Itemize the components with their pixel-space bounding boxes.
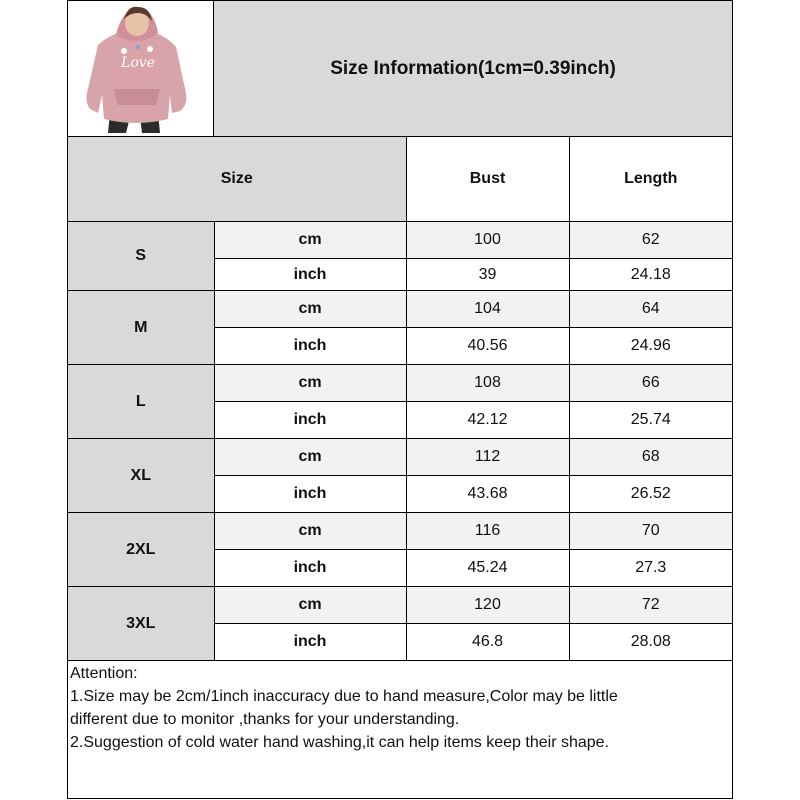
bust-value: 120	[406, 587, 569, 624]
length-value: 25.74	[569, 402, 732, 439]
length-value: 28.08	[569, 624, 732, 661]
bust-value: 104	[406, 291, 569, 328]
length-value: 72	[569, 587, 732, 624]
unit-label: cm	[214, 291, 406, 328]
length-value: 27.3	[569, 550, 732, 587]
length-value: 66	[569, 365, 732, 402]
table-row	[68, 439, 732, 476]
size-label: S	[68, 222, 214, 291]
unit-label: cm	[214, 365, 406, 402]
unit-label: inch	[214, 402, 406, 439]
size-label: L	[68, 365, 214, 439]
bust-value: 46.8	[406, 624, 569, 661]
size-label: XL	[68, 439, 214, 513]
table-row	[68, 222, 732, 259]
length-header: Length	[569, 137, 732, 222]
length-value: 68	[569, 439, 732, 476]
size-table	[68, 137, 732, 661]
unit-label: cm	[214, 587, 406, 624]
svg-text:Love: Love	[121, 55, 155, 71]
unit-label: inch	[214, 624, 406, 661]
bust-value: 108	[406, 365, 569, 402]
unit-label: cm	[214, 513, 406, 550]
size-label: 2XL	[68, 513, 214, 587]
bust-value: 39	[406, 259, 569, 291]
table-row	[68, 587, 732, 624]
notes-line-1: 1.Size may be 2cm/1inch inaccuracy due to hand measure,Color may be little	[70, 688, 618, 705]
unit-label: inch	[214, 328, 406, 365]
bust-value: 116	[406, 513, 569, 550]
size-label: 3XL	[68, 587, 214, 661]
attention-notes	[70, 662, 730, 754]
unit-label: inch	[214, 259, 406, 291]
length-value: 62	[569, 222, 732, 259]
unit-label: inch	[214, 476, 406, 513]
notes-heading: Attention:	[70, 665, 138, 682]
table-row	[68, 365, 732, 402]
bust-header: Bust	[406, 137, 569, 222]
length-value: 24.96	[569, 328, 732, 365]
bust-value: 43.68	[406, 476, 569, 513]
notes-line-2: different due to monitor ,thanks for your understanding.	[70, 711, 460, 728]
size-chart	[67, 0, 733, 799]
notes-line-3: 2.Suggestion of cold water hand washing,it can help items keep their shape.	[70, 734, 609, 751]
size-header: Size	[68, 137, 406, 222]
size-label: M	[68, 291, 214, 365]
product-photo	[68, 1, 214, 137]
bust-value: 42.12	[406, 402, 569, 439]
bust-value: 45.24	[406, 550, 569, 587]
table-row	[68, 513, 732, 550]
unit-label: inch	[214, 550, 406, 587]
length-value: 64	[569, 291, 732, 328]
bust-value: 112	[406, 439, 569, 476]
unit-label: cm	[214, 222, 406, 259]
bust-value: 40.56	[406, 328, 569, 365]
bust-value: 100	[406, 222, 569, 259]
hoodie-illustration	[68, 1, 214, 137]
length-value: 70	[569, 513, 732, 550]
page-title: Size Information(1cm=0.39inch)	[214, 1, 732, 137]
table-row	[68, 291, 732, 328]
length-value: 26.52	[569, 476, 732, 513]
length-value: 24.18	[569, 259, 732, 291]
unit-label: cm	[214, 439, 406, 476]
